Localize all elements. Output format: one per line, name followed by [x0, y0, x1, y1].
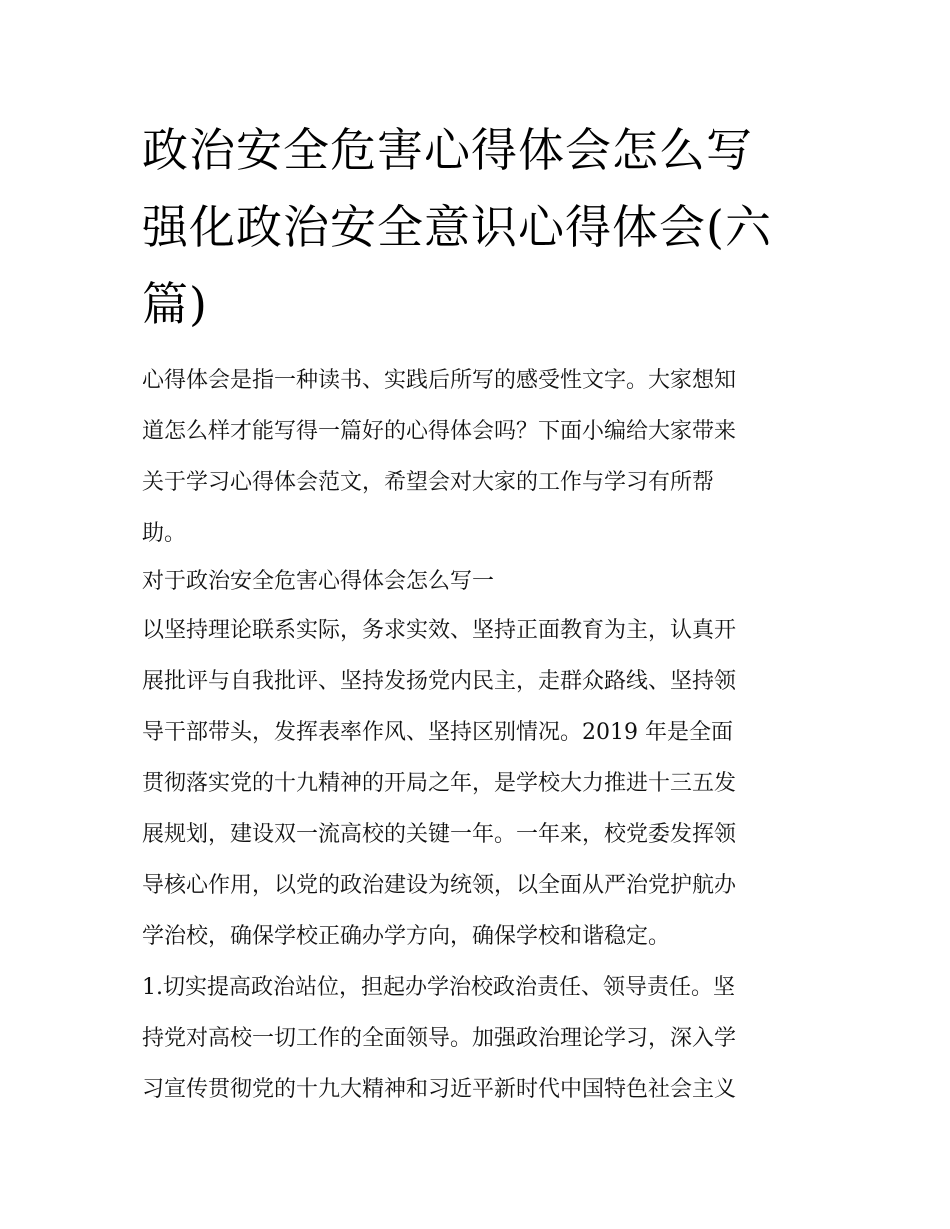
- text-line: 关于学习心得体会范文，希望会对大家的工作与学习有所帮: [142, 470, 715, 495]
- body-paragraph-1: [142, 605, 810, 962]
- text-line: 导干部带头，发挥表率作风、坚持区别情况。2019 年是全面: [142, 720, 733, 745]
- section-heading: 对于政治安全危害心得体会怎么写一: [142, 569, 495, 594]
- text-line: 道怎么样才能写得一篇好的心得体会吗？下面小编给大家带来: [142, 419, 737, 444]
- text-line: 导核心作用，以党的政治建设为统领，以全面从严治党护航办: [142, 873, 737, 898]
- text-line: 学治校，确保学校正确办学方向，确保学校和谐稳定。: [142, 924, 671, 949]
- document-page: [142, 112, 810, 1115]
- body-paragraph-2: [142, 962, 810, 1115]
- text-line: 持党对高校一切工作的全面领导。加强政治理论学习，深入学: [142, 1026, 737, 1051]
- text-line: 以坚持理论联系实际，务求实效、坚持正面教育为主，认真开: [142, 618, 737, 643]
- text-line: 心得体会是指一种读书、实践后所写的感受性文字。大家想知: [142, 368, 737, 393]
- text-line: 展规划，建设双一流高校的关键一年。一年来，校党委发挥领: [142, 822, 737, 847]
- document-body: [142, 355, 810, 1115]
- title-line: 强化政治安全意识心得体会(六: [142, 200, 772, 254]
- text-line: 展批评与自我批评、坚持发扬党内民主，走群众路线、坚持领: [142, 669, 737, 694]
- intro-paragraph: [142, 355, 810, 559]
- text-line: 助。: [142, 521, 187, 546]
- text-line: 贯彻落实党的十九精神的开局之年，是学校大力推进十三五发: [142, 771, 737, 796]
- text-line: 习宣传贯彻党的十九大精神和习近平新时代中国特色社会主义: [142, 1077, 737, 1102]
- text-line: 1.切实提高政治站位，担起办学治校政治责任、领导责任。坚: [142, 975, 735, 1000]
- title-line: 政治安全危害心得体会怎么写: [142, 123, 753, 177]
- title-line: 篇): [142, 277, 208, 331]
- document-title: [142, 112, 810, 343]
